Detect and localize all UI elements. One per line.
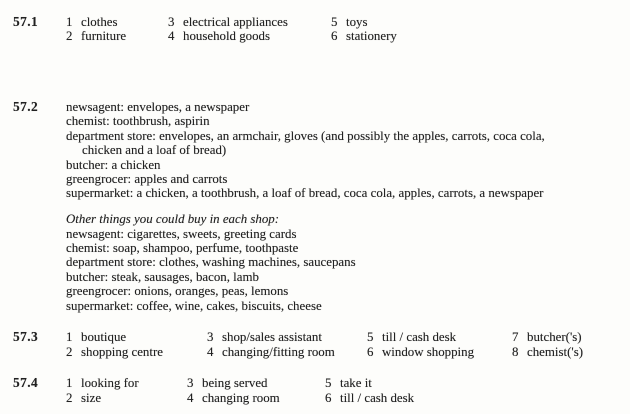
answer-number: 5 [331, 14, 338, 29]
answer-text: shopping centre [81, 344, 163, 359]
answer-number: 2 [66, 344, 73, 359]
answer-text: size [81, 390, 102, 405]
answer-item [331, 15, 368, 29]
exercise-label-57-4: 57.4 [13, 375, 39, 390]
answer-item [168, 29, 270, 43]
answer-number: 5 [367, 330, 374, 344]
shop-answer-line: greengrocer: onions, oranges, peas, lemons [66, 284, 289, 299]
answer-number: 2 [66, 29, 73, 43]
answer-text: shop/sales assistant [222, 330, 322, 344]
exercise-label-57-1: 57.1 [13, 13, 39, 29]
answer-text: electrical appliances [183, 14, 288, 29]
answer-text: furniture [81, 29, 127, 43]
answer-item [66, 376, 139, 390]
answer-text: changing/fitting room [222, 344, 335, 359]
answer-text: till / cash desk [382, 330, 457, 344]
answer-item [331, 29, 397, 43]
shop-answer-line: supermarket: a chicken, a toothbrush, a loaf of bread, coca cola, apples, carrots, a newspaper [66, 186, 544, 201]
answer-item [187, 391, 280, 405]
answer-number: 4 [168, 29, 175, 43]
answer-number: 2 [66, 390, 73, 405]
answer-number: 1 [66, 376, 73, 390]
answer-number: 6 [367, 344, 374, 359]
exercise-label-57-2: 57.2 [13, 98, 39, 114]
answer-item [367, 330, 456, 344]
answer-item [66, 29, 126, 43]
answer-number: 1 [66, 14, 73, 29]
answer-number: 4 [187, 390, 194, 405]
answer-item [325, 391, 414, 405]
shop-answer-line: newsagent: envelopes, a newspaper [66, 100, 250, 114]
answer-text: looking for [81, 376, 139, 390]
answer-text: household goods [183, 29, 271, 43]
answer-text: chemist('s) [527, 344, 584, 359]
answer-number: 3 [168, 14, 175, 29]
answer-item [168, 15, 288, 29]
answer-number: 6 [331, 29, 338, 43]
answer-text: clothes [81, 14, 118, 29]
answer-item [207, 345, 335, 359]
answer-text: butcher('s) [527, 330, 582, 344]
shop-answer-line: department store: clothes, washing machines, saucepans [66, 255, 356, 270]
answer-text: till / cash desk [340, 390, 415, 405]
answer-text: toys [346, 14, 368, 29]
answer-number: 7 [512, 330, 519, 344]
shop-answer-line: butcher: a chicken [66, 157, 161, 172]
answer-item [66, 391, 101, 405]
exercise-label-57-3: 57.3 [13, 329, 39, 344]
shop-answer-line: supermarket: coffee, wine, cakes, biscuits, cheese [66, 298, 322, 313]
answer-number: 4 [207, 344, 214, 359]
answer-item [187, 376, 268, 390]
answer-number: 5 [325, 376, 332, 390]
answer-number: 8 [512, 344, 519, 359]
answer-item [512, 345, 583, 359]
answer-number: 1 [66, 330, 73, 344]
shop-answer-line: chemist: soap, shampoo, perfume, toothpaste [66, 240, 299, 255]
answer-number: 6 [325, 390, 332, 405]
answer-number: 3 [207, 330, 214, 344]
answer-item [367, 345, 474, 359]
answer-text: changing room [202, 390, 280, 405]
shop-answer-line: butcher: steak, sausages, bacon, lamb [66, 269, 259, 284]
shop-answer-line: greengrocer: apples and carrots [66, 172, 228, 186]
answer-item [512, 330, 582, 344]
answer-number: 3 [187, 376, 194, 390]
answer-text: take it [340, 376, 372, 390]
answer-item [66, 15, 118, 29]
shop-answer-line: chemist: toothbrush, aspirin [66, 114, 210, 129]
answer-text: boutique [81, 330, 127, 344]
answer-text: stationery [346, 29, 397, 43]
answer-text: being served [202, 376, 268, 390]
answer-item [66, 345, 163, 359]
answer-item [207, 330, 322, 344]
other-things-heading: Other things you could buy in each shop: [66, 211, 280, 226]
answer-text: window shopping [382, 344, 475, 359]
answer-item [66, 330, 126, 344]
shop-answer-line-wrap: chicken and a loaf of bread) [82, 143, 227, 158]
shop-answer-line: newsagent: cigarettes, sweets, greeting cards [66, 226, 297, 241]
answer-item [325, 376, 372, 390]
shop-answer-line: department store: envelopes, an armchair, gloves (and possibly the apples, carrots, coca cola, [66, 128, 545, 143]
